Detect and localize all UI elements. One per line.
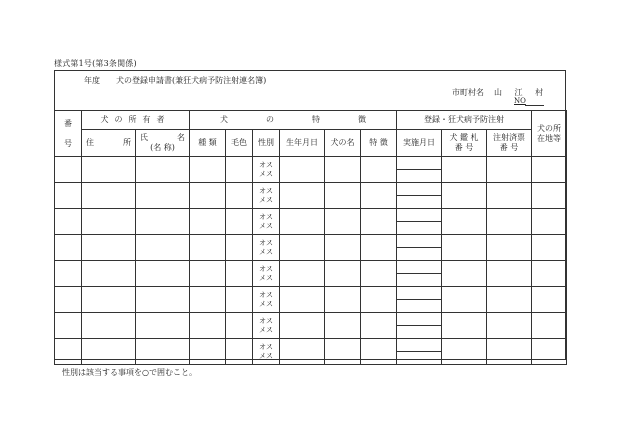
cell-dog-name[interactable] — [325, 287, 361, 313]
cell-tag-number[interactable] — [442, 157, 487, 183]
cell-date-performed[interactable] — [397, 261, 442, 287]
form-title-line — [84, 75, 266, 86]
header-birth-date: 生年月日 — [280, 130, 325, 157]
cell-dog-name[interactable] — [325, 183, 361, 209]
cell-dog-name[interactable] — [325, 261, 361, 287]
cell-dog-name[interactable] — [325, 235, 361, 261]
footnote: 性別は該当する事項を○で囲むこと。 — [62, 368, 197, 377]
header-address: 住 所 — [82, 130, 136, 157]
cell-characteristics[interactable] — [361, 235, 397, 261]
cell-name[interactable] — [136, 183, 190, 209]
cell-name[interactable] — [136, 235, 190, 261]
cell-location[interactable] — [532, 183, 567, 209]
cell-date-performed[interactable] — [397, 313, 442, 339]
cell-characteristics[interactable] — [361, 209, 397, 235]
cell-birth-date[interactable] — [280, 313, 325, 339]
municipality-line — [452, 87, 548, 98]
municipality-name: 山 江 村 — [494, 88, 549, 97]
cell-location[interactable] — [532, 287, 567, 313]
cell-sex[interactable]: オス メス — [253, 287, 280, 313]
cell-vaccination-number[interactable] — [487, 209, 532, 235]
cell-characteristics[interactable] — [361, 339, 397, 365]
cell-tag-number[interactable] — [442, 235, 487, 261]
cell-coat-color[interactable] — [226, 209, 253, 235]
table-row — [55, 339, 567, 365]
cell-coat-color[interactable] — [226, 287, 253, 313]
cell-tag-number[interactable] — [442, 261, 487, 287]
cell-dog-name[interactable] — [325, 313, 361, 339]
cell-birth-date[interactable] — [280, 157, 325, 183]
number-field-line[interactable] — [525, 105, 544, 106]
cell-birth-date[interactable] — [280, 183, 325, 209]
header-row-1 — [55, 111, 567, 130]
cell-number[interactable] — [55, 209, 82, 235]
cell-name[interactable] — [136, 339, 190, 365]
cell-tag-number[interactable] — [442, 209, 487, 235]
cell-name[interactable] — [136, 209, 190, 235]
cell-date-performed[interactable] — [397, 157, 442, 183]
header-dog-name: 犬の名 — [325, 130, 361, 157]
header-date-performed: 実施月日 — [397, 130, 442, 157]
cell-birth-date[interactable] — [280, 235, 325, 261]
cell-characteristics[interactable] — [361, 287, 397, 313]
cell-breed[interactable] — [190, 235, 226, 261]
cell-date-performed[interactable] — [397, 287, 442, 313]
table-row — [55, 261, 567, 287]
cell-dog-name[interactable] — [325, 157, 361, 183]
cell-number[interactable] — [55, 235, 82, 261]
cell-vaccination-number[interactable] — [487, 287, 532, 313]
cell-address[interactable] — [82, 209, 136, 235]
cell-name[interactable] — [136, 313, 190, 339]
year-label: 年度 — [84, 76, 100, 85]
form-title: 犬の登録申請書(兼狂犬病予防注射連名簿) — [116, 76, 267, 85]
table-row — [55, 157, 567, 183]
cell-breed[interactable] — [190, 157, 226, 183]
cell-tag-number[interactable] — [442, 313, 487, 339]
cell-breed[interactable] — [190, 287, 226, 313]
registration-table — [54, 110, 567, 365]
table-row — [55, 313, 567, 339]
cell-birth-date[interactable] — [280, 209, 325, 235]
cell-name[interactable] — [136, 157, 190, 183]
table-row — [55, 235, 567, 261]
cell-breed[interactable] — [190, 209, 226, 235]
cell-characteristics[interactable] — [361, 157, 397, 183]
cell-tag-number[interactable] — [442, 287, 487, 313]
table-row — [55, 287, 567, 313]
header-row-2 — [55, 130, 567, 157]
cell-coat-color[interactable] — [226, 339, 253, 365]
cell-address[interactable] — [82, 313, 136, 339]
cell-name[interactable] — [136, 287, 190, 313]
cell-number[interactable] — [55, 183, 82, 209]
header-features: 犬 の 特 徴 — [190, 111, 397, 130]
cell-location[interactable] — [532, 209, 567, 235]
cell-breed[interactable] — [190, 339, 226, 365]
cell-address[interactable] — [82, 183, 136, 209]
cell-characteristics[interactable] — [361, 261, 397, 287]
cell-tag-number[interactable] — [442, 339, 487, 365]
cell-breed[interactable] — [190, 261, 226, 287]
table-row — [55, 183, 567, 209]
cell-sex[interactable]: オス メス — [253, 209, 280, 235]
header-location: 犬の所 在地等 — [532, 111, 567, 157]
cell-vaccination-number[interactable] — [487, 313, 532, 339]
cell-address[interactable] — [82, 235, 136, 261]
cell-coat-color[interactable] — [226, 261, 253, 287]
cell-address[interactable] — [82, 261, 136, 287]
header-tag-number: 犬 鑑 札 番 号 — [442, 130, 487, 157]
header-characteristics: 特 徴 — [361, 130, 397, 157]
cell-location[interactable] — [532, 339, 567, 365]
cell-vaccination-number[interactable] — [487, 183, 532, 209]
cell-number[interactable] — [55, 261, 82, 287]
cell-number[interactable] — [55, 339, 82, 365]
cell-vaccination-number[interactable] — [487, 339, 532, 365]
header-number: 番 号 — [55, 111, 82, 157]
cell-coat-color[interactable] — [226, 183, 253, 209]
cell-location[interactable] — [532, 313, 567, 339]
cell-sex[interactable]: オス メス — [253, 261, 280, 287]
cell-name[interactable] — [136, 261, 190, 287]
cell-sex[interactable]: オス メス — [253, 313, 280, 339]
cell-dog-name[interactable] — [325, 209, 361, 235]
cell-date-performed[interactable] — [397, 209, 442, 235]
cell-birth-date[interactable] — [280, 287, 325, 313]
cell-vaccination-number[interactable] — [487, 261, 532, 287]
cell-coat-color[interactable] — [226, 157, 253, 183]
cell-date-performed[interactable] — [397, 339, 442, 365]
cell-location[interactable] — [532, 235, 567, 261]
header-name: 氏 名 (名 称) — [136, 130, 190, 157]
cell-location[interactable] — [532, 157, 567, 183]
number-label: NO — [514, 97, 526, 105]
header-owner: 犬の所有者 — [82, 111, 190, 130]
cell-birth-date[interactable] — [280, 339, 325, 365]
form-number: 様式第1号(第3条関係) — [54, 59, 137, 68]
header-vaccination-number: 注射済票 番 号 — [487, 130, 532, 157]
cell-location[interactable] — [532, 261, 567, 287]
cell-date-performed[interactable] — [397, 183, 442, 209]
cell-coat-color[interactable] — [226, 235, 253, 261]
cell-vaccination-number[interactable] — [487, 157, 532, 183]
cell-address[interactable] — [82, 339, 136, 365]
cell-breed[interactable] — [190, 183, 226, 209]
cell-characteristics[interactable] — [361, 183, 397, 209]
cell-date-performed[interactable] — [397, 235, 442, 261]
cell-sex[interactable]: オス メス — [253, 183, 280, 209]
cell-sex[interactable]: オス メス — [253, 157, 280, 183]
cell-characteristics[interactable] — [361, 313, 397, 339]
cell-breed[interactable] — [190, 313, 226, 339]
header-breed: 種 類 — [190, 130, 226, 157]
municipality-label: 市町村名 — [452, 88, 484, 97]
cell-vaccination-number[interactable] — [487, 235, 532, 261]
header-sex: 性別 — [253, 130, 280, 157]
cell-address[interactable] — [82, 157, 136, 183]
cell-number[interactable] — [55, 157, 82, 183]
cell-sex[interactable]: オス メス — [253, 235, 280, 261]
cell-birth-date[interactable] — [280, 261, 325, 287]
header-registration: 登録・狂犬病予防注射 — [397, 111, 532, 130]
cell-tag-number[interactable] — [442, 183, 487, 209]
cell-dog-name[interactable] — [325, 339, 361, 365]
cell-coat-color[interactable] — [226, 313, 253, 339]
cell-number[interactable] — [55, 313, 82, 339]
cell-sex[interactable]: オス メス — [253, 339, 280, 365]
cell-number[interactable] — [55, 287, 82, 313]
header-coat-color: 毛色 — [226, 130, 253, 157]
table-row — [55, 209, 567, 235]
cell-address[interactable] — [82, 287, 136, 313]
